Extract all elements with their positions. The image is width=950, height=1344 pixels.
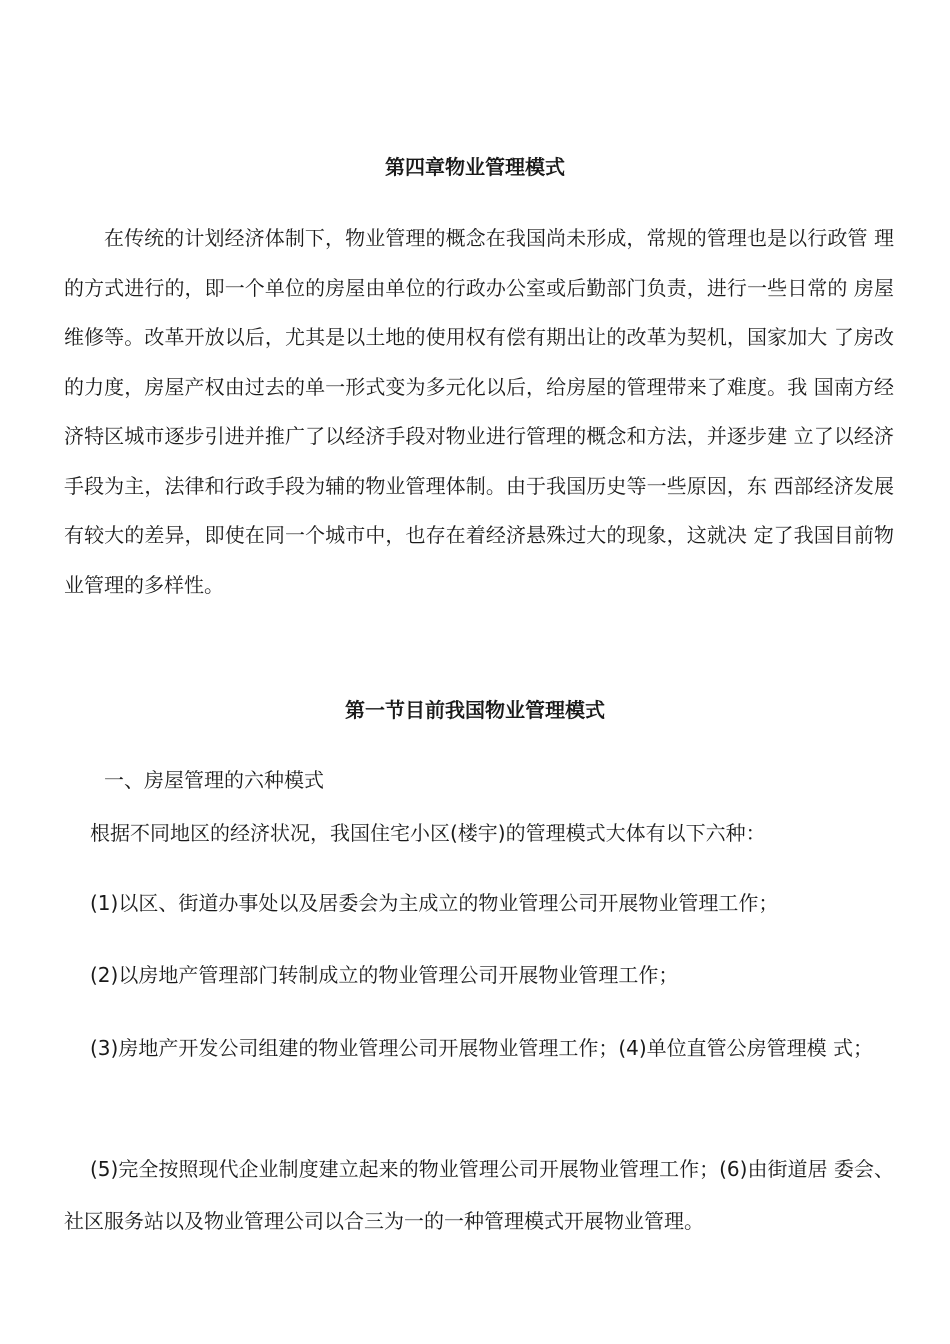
list-item-2: (2)以房地产管理部门转制成立的物业管理公司开展物业管理工作；	[90, 963, 679, 987]
list-item-5-6: (5)完全按照现代企业制度建立起来的物业管理公司开展物业管理工作；(6)由街道居 委会、社区服务站以及物业管理公司以合三为一的一种管理模式开展物业管理。	[64, 1157, 894, 1233]
lead-sentence: 根据不同地区的经济状况，我国住宅小区(楼宇)的管理模式大体有以下六种：	[90, 821, 766, 845]
list-item-1: (1)以区、街道办事处以及居委会为主成立的物业管理公司开展物业管理工作；	[90, 891, 779, 915]
chapter-title: 第四章物业管理模式	[385, 155, 565, 179]
intro-paragraph: 在传统的计划经济体制下，物业管理的概念在我国尚未形成，常规的管理也是以行政管 理的方式进行的，即一个单位的房屋由单位的行政办公室或后勤部门负责，进行一些日常的 房屋维修等。改革开放以后，尤其是以土地的使用权有偿有期出让的改革为契机，国家加大 了房改的力度，房屋产权由过去的单一形式变为多元化以后，给房屋的管理带来了难度。我 国南方经济特区城市逐步引进并推广了以经济手段对物业进行管理的概念和方法，并逐步建 立了以经济手段为主，法律和行政手段为辅的物业管理体制。由于我国历史等一些原因，东 西部经济发展有较大的差异，即使在同一个城市中，也存在着经济悬殊过大的现象，这就决 定了我国目前物业管理的多样性。	[64, 226, 894, 597]
subsection-title: 一、房屋管理的六种模式	[104, 768, 324, 792]
list-item-3-4: (3)房地产开发公司组建的物业管理公司开展物业管理工作；(4)单位直管公房管理模 式；	[90, 1036, 874, 1060]
section-title: 第一节目前我国物业管理模式	[345, 698, 605, 722]
